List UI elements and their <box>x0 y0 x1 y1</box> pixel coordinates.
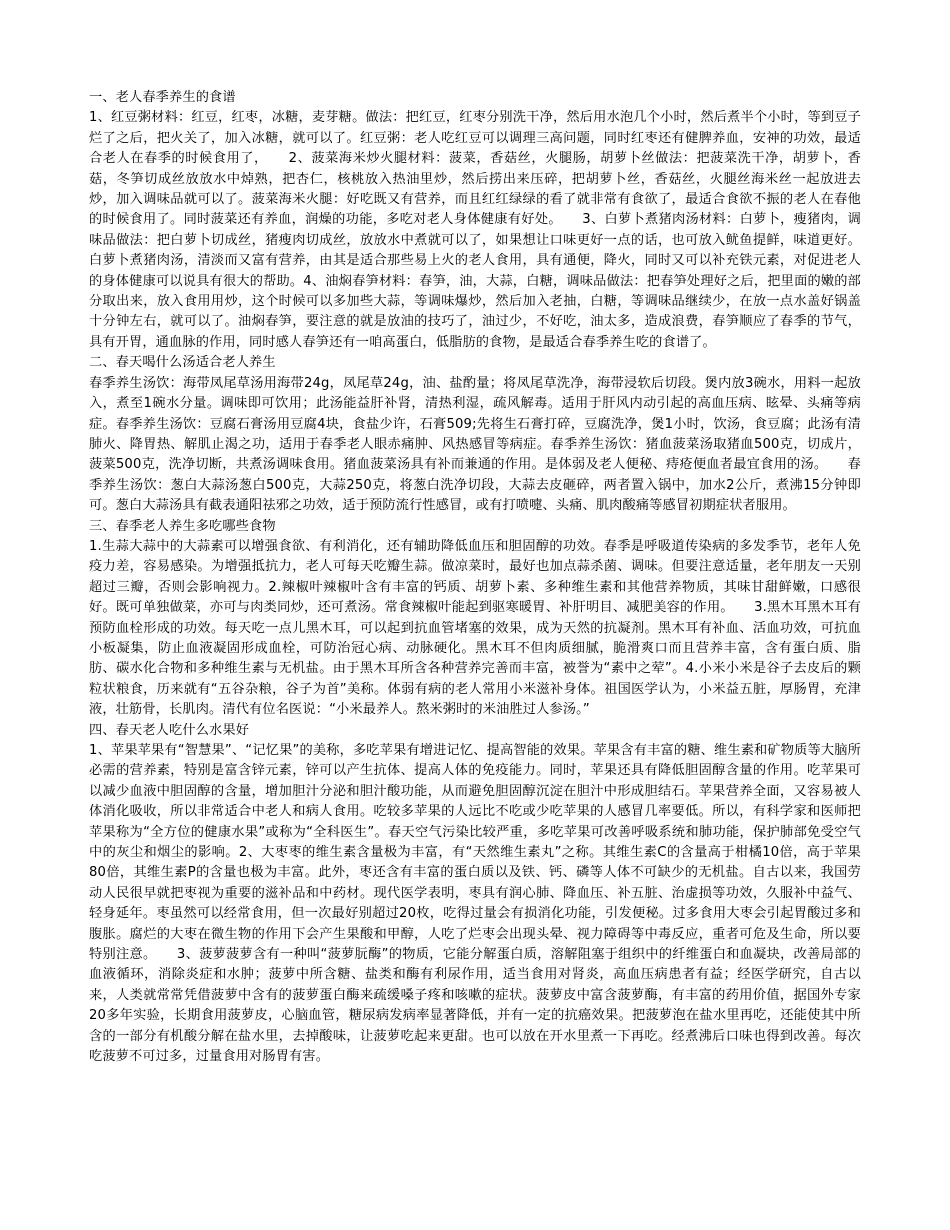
section-heading: 一、老人春季养生的食谱 <box>89 90 236 105</box>
section-heading: 二、春天喝什么汤适合老人养生 <box>89 355 276 371</box>
section-spring-foods <box>89 517 861 721</box>
section-spring-soups <box>89 353 861 516</box>
section-heading: 四、春天老人吃什么水果好 <box>89 722 250 738</box>
section-body: 春季养生汤饮：海带凤尾草汤用海带24g，凤尾草24g，油、盐酌量；将凤尾草洗净，海带浸软后切段。煲内放3碗水，用料一起放入，煮至1碗水分量。调味即可饮用；此汤能益肝补肾，清热利湿，疏风解毒。适用于肝风内动引起的高血压病、眩晕、头痛等病症。春季养生汤饮：豆腐石膏汤用豆腐4块，食盐少许，石膏509;先将生石膏打碎，豆腐洗净，煲1小时，饮汤，食豆腐；此汤有清肺火、降胃热、解肌止渴之功，适用于春季老人眼赤痛肿、风热感冒等病症。春季养生汤饮：猪血菠菜汤取猪血500克，切成片，菠菜500克，洗净切断，共煮汤调味食用。猪血菠菜汤具有补而兼通的作用。是体弱及老人便秘、痔疮便血者最宜食用的汤。 春季养生汤饮：葱白大蒜汤葱白500克，大蒜250克，将葱白洗净切段，大蒜去皮砸碎，两者置入锅中，加水2公斤，煮沸15分钟即可。葱白大蒜汤具有截表通阳祛邪之功效，适于预防流行性感冒，或有打喷嚏、头痛、肌肉酸痛等感冒初期症状者服用。 <box>89 375 861 514</box>
section-body: 1、苹果苹果有“智慧果”、“记忆果”的美称，多吃苹果有增进记忆、提高智能的效果。苹果含有丰富的糖、维生素和矿物质等大脑所必需的营养素，特别是富含锌元素，锌可以产生抗体、提高人体的免疫能力。同时，苹果还具有降低胆固醇含量的作用。吃苹果可以减少血液中胆固醇的含量，增加胆汁分泌和胆汁酸功能，从而避免胆固醇沉淀在胆汁中形成胆结石。苹果营养全面，又容易被人体消化吸收，所以非常适合中老人和病人食用。吃较多苹果的人远比不吃或少吃苹果的人感冒几率要低。所以，有科学家和医师把苹果称为“全方位的健康水果”或称为“全科医生”。春天空气污染比较严重，多吃苹果可改善呼吸系统和肺功能，保护肺部免受空气中的灰尘和烟尘的影响。2、大枣枣的维生素含量极为丰富，有“天然维生素丸”之称。其维生素C的含量高于柑橘10倍，高于苹果80倍，其维生素P的含量也极为丰富。此外，枣还含有丰富的蛋白质以及铁、钙、磷等人体不可缺少的无机盐。自古以来，我国劳动人民很早就把枣视为重要的滋补品和中药材。现代医学表明，枣具有润心肺、降血压、补五脏、治虚损等功效，久服补中益气、轻身延年。枣虽然可以经常食用，但一次最好别超过20枚，吃得过量会有损消化功能，引发便秘。过多食用大枣会引起胃酸过多和腹胀。腐烂的大枣在微生物的作用下会产生果酸和甲醇，人吃了烂枣会出现头晕、视力障碍等中毒反应，重者可危及生命，所以要特别注意。 3、菠萝菠萝含有一种叫“菠萝朊酶”的物质，它能分解蛋白质，溶解阻塞于组织中的纤维蛋白和血凝块，改善局部的血液循环，消除炎症和水肿；菠萝中所含糖、盐类和酶有利尿作用，适当食用对肾炎，高血压病患者有益；经医学研究，自古以来，人类就常常凭借菠萝中含有的菠萝蛋白酶来疏缓嗓子疼和咳嗽的症状。菠萝皮中富含菠萝酶，有丰富的药用价值，据国外专家20多年实验，长期食用菠萝皮，心脑血管，糖尿病发病率显著降低，并有一定的抗癌效果。把菠萝泡在盐水里再吃，还能使其中所含的一部分有机酸分解在盐水里，去掉酸味，让菠萝吃起来更甜。也可以放在开水里煮一下再吃。经煮沸后口味也得到改善。每次吃菠萝不可过多，过量食用对肠胃有害。 <box>89 743 861 1065</box>
section-body: 1、红豆粥材料：红豆，红枣，冰糖，麦芽糖。做法：把红豆，红枣分别洗干净，然后用水泡几个小时，然后煮半个小时，等到豆子烂了之后，把火关了，加入冰糖，就可以了。红豆粥：老人吃红豆可以调理三高问题，同时红枣还有健脾养血，安神的功效，最适合老人在春季的时候食用了， 2、菠菜海米炒火腿材料：菠菜，香菇丝，火腿肠，胡萝卜丝做法：把菠菜洗干净，胡萝卜，香菇，冬笋切成丝放放水中焯熟，把杏仁，核桃放入热油里炒，然后捞出来压碎，把胡萝卜丝，香菇丝，火腿丝海米丝一起放进去炒，加入调味品就可以了。菠菜海米火腿：好吃既又有营养，而且红红绿绿的看了就非常有食欲了，最适合食欲不振的老人在春他的时候食用了。同时菠菜还有养血，润燥的功能，多吃对老人身体健康有好处。 3、白萝卜煮猪肉汤材料：白萝卜，瘦猪肉，调味品做法：把白萝卜切成丝，猪瘦肉切成丝，放放水中煮就可以了，如果想让口味更好一点的话，也可放入鱿鱼提鲜，味道更好。白萝卜煮猪肉汤，清淡而又富有营养，由其是适合那些易上火的老人食用，具有通便，降火，同时又可以补充铁元素，对促进老人的身体健康可以说具有很大的帮助。4、油焖春笋材料：春笋，油，大蒜，白糖，调味品做法：把春笋处理好之后，把里面的嫩的部分取出来，放入食用用炒，这个时候可以多加些大蒜，等调味爆炒，然后加入老抽，白糖，等调味品继续少，在放一点水盖好锅盖十分钟左右，就可以了。油焖春笋，要注意的就是放油的技巧了，油过少，不好吃，油太多，造成浪费，春笋顺应了春季的节气，具有开胃，通血脉的作用，同时感人春笋还有一咱高蛋白，低脂肪的食物，是最适合春季养生吃的食谱了。 <box>89 110 861 350</box>
section-spring-fruits <box>89 721 861 1068</box>
section-heading: 三、春季老人养生多吃哪些食物 <box>89 518 276 534</box>
section-body: 1.生蒜大蒜中的大蒜素可以增强食欲、有利消化，还有辅助降低血压和胆固醇的功效。春季是呼吸道传染病的多发季节，老年人免疫力差，容易感染。为增强抵抗力，老人可每天吃瓣生蒜。做凉菜时，最好也加点蒜杀菌、调味。但要注意适量，老年朋友一天别超过三瓣，否则会影响视力。2.辣椒叶辣椒叶含有丰富的钙质、胡萝卜素、多种维生素和其他营养物质，其味甘甜鲜嫩，口感很好。既可单独做菜，亦可与肉类同炒，还可煮汤。常食辣椒叶能起到驱寒暖胃、补肝明目、减肥美容的作用。 3.黑木耳黑木耳有预防血栓形成的功效。每天吃一点儿黑木耳，可以起到抗血管堵塞的效果，成为天然的抗凝剂。黑木耳有补血、活血功效，可抗血小板凝集，防止血液凝固形成血栓，可防治冠心病、动脉硬化。黑木耳不但肉质细腻，脆滑爽口而且营养丰富，含有蛋白质、脂肪、碳水化合物和多种维生素与无机盐。由于黑木耳所含各种营养完善而丰富，被誉为“素中之荤”。4.小米小米是谷子去皮后的颗粒状粮食，历来就有“五谷杂粮，谷子为首”美称。体弱有病的老人常用小米滋补身体。祖国医学认为，小米益五脏，厚肠胃，充津液，壮筋骨，长肌肉。清代有位名医说：“小米最养人。熬米粥时的米油胜过人参汤。” <box>89 538 861 718</box>
section-spring-recipes <box>89 88 861 353</box>
document-page <box>89 88 861 1068</box>
